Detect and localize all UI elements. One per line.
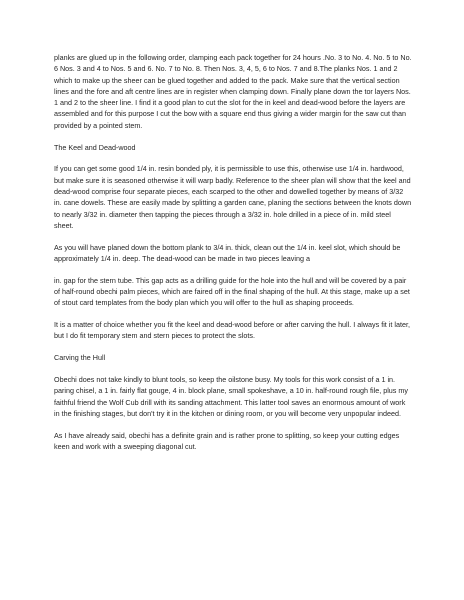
paragraph-fitting-order: It is a matter of choice whether you fit the keel and dead-wood before or after carving the hull. I always fit it later, but I do fit temporary stem and stern pieces to protect the slots. (54, 320, 410, 341)
paragraph-tools: Obechi does not take kindly to blunt tools, so keep the oilstone busy. My tools for this work consist of a 1 in. paring chisel, a 1 in. fairly flat gouge, 4 in. block plane, small spokeshave, a 10 in. half-round rough file, plus my faithful friend the Wolf Cub drill with its sanding attachment. This latter tool saves an enormous amount of work in the finishing stages, but don't try it in the kitchen or dining room, or you will become very unpopular indeed. (54, 375, 408, 418)
paragraph-keel-slot: As you will have planed down the bottom plank to 3/4 in. thick, clean out the 1/4 in. keel slot, which should be approximately 1/4 in. deep. The dead-wood can be made in two pieces leaving a (54, 242, 401, 263)
section-heading-keel-and-dead-wood: The Keel and Dead-wood (54, 142, 136, 152)
section-heading-carving-the-hull: Carving the Hull (54, 353, 106, 363)
paragraph-grain-advice: As I have already said, obechi has a definite grain and is rather prone to splitting, so keep your cutting edges keen and work with a sweeping diagonal cut. (54, 430, 400, 452)
paragraph-stern-tube-gap: in. gap for the stern tube. This gap acts as a drilling guide for the hole into the hull and will be covered by a pair of half-round obechi palm pieces, which are faired off in the final shaping of the hull. At this stage, make up a set of stout card templates from the body plan which you will offer to the hull as shaping proceeds. (54, 275, 410, 308)
paragraph-keel-materials: If you can get some good 1/4 in. resin bonded ply, it is permissible to use this, otherwise use 1/4 in. hardwood, but make sure it is seasoned otherwise it will warp badly. Reference to the sheer plan will show that the keel and dead-wood comprise four separate pieces, each scarped to the other and dowelled together by means of 3/32 in. cane dowels. These are easily made by splitting a garden cane, planing the sections between the knots down to nearly 3/32 in. diameter then tapping the pieces through a 3/32 in. hole drilled in a piece of in. mild steel sheet. (54, 164, 412, 230)
paragraph-glue-up-order: planks are glued up in the following order, clamping each pack together for 24 hours .No. 3 to No. 4. No. 5 to No. 6 Nos. 3 and 4 to Nos. 5 and 6. No. 7 to No. 8. Then Nos. 3, 4, 5, 6 to Nos. 7 and 8.The planks Nos. 1 and 2 which to make up the sheer can be glued together and added to the pack. Make sure that the vertical section lines and the fore and aft centre lines are in register when clamping down. Finally plane down the tor layers Nos. 1 and 2 to the sheer line. I find it a good plan to cut the slot for the in keel and dead-wood before the layers are assembled and for this purpose I cut the bow with a square end thus giving a wider margin for the saw cut than provided by a pointed stem. (54, 53, 412, 130)
